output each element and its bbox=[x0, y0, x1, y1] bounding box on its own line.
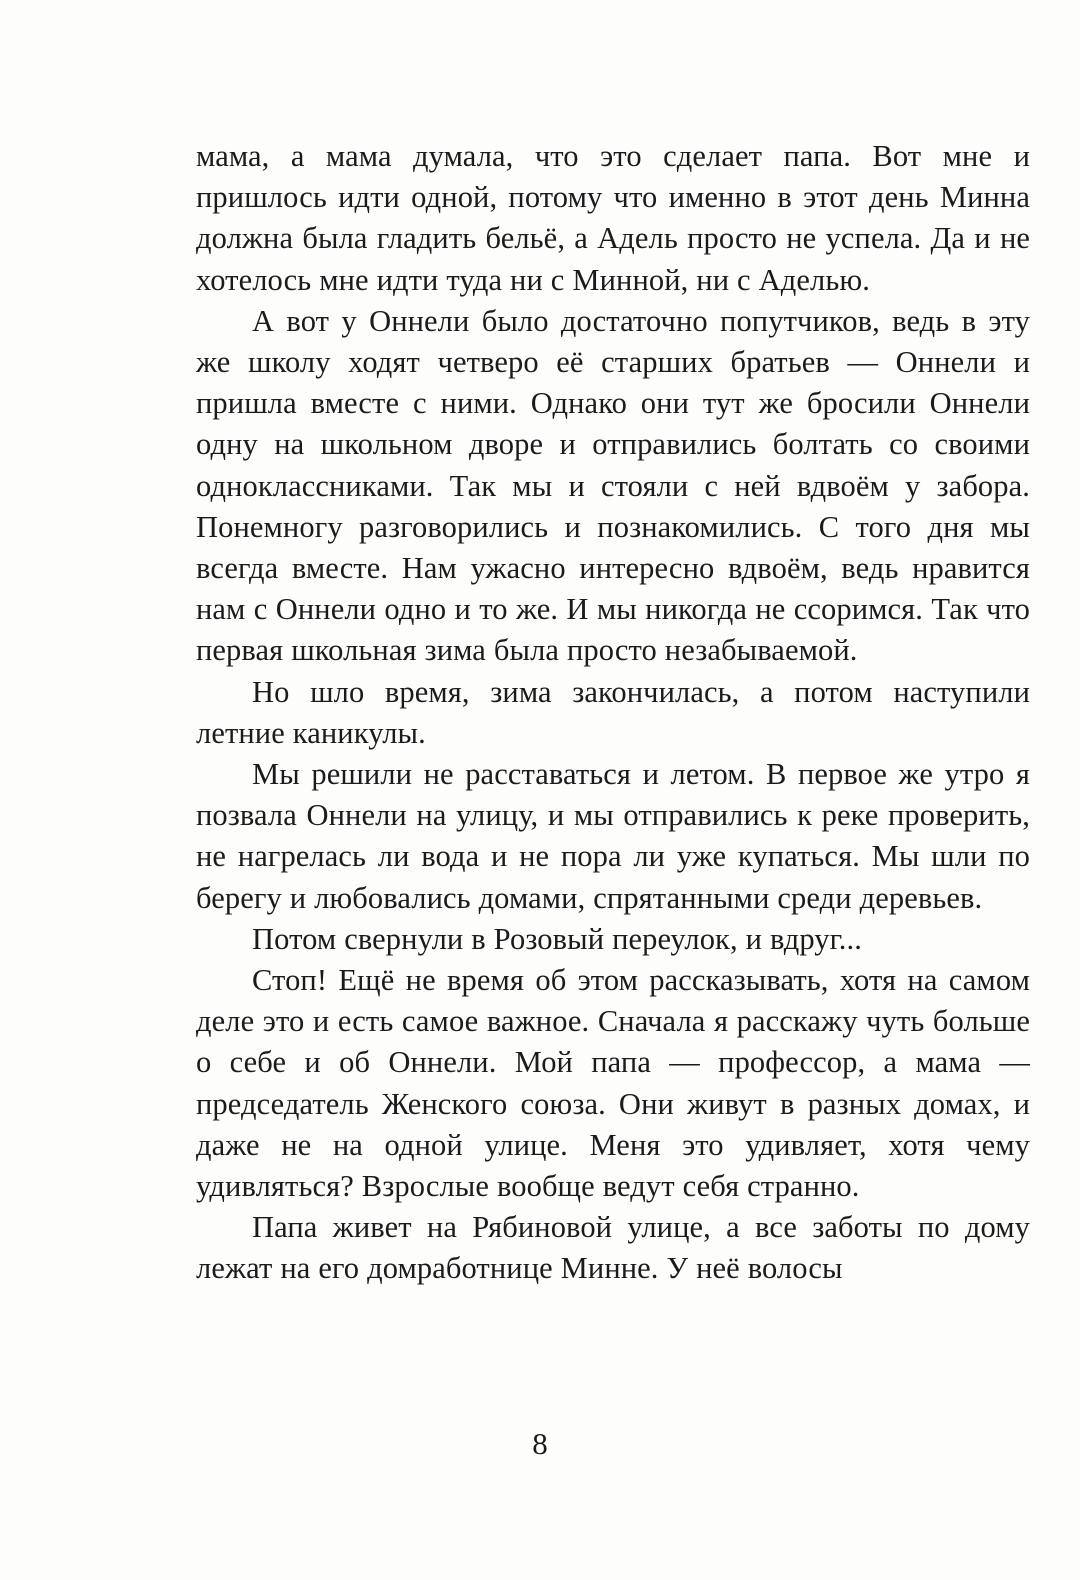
paragraph-2: А вот у Оннели было достаточно попутчиков, ведь в эту же школу ходят четверо её старших братьев — Оннели и пришла вместе с ними. Однако они тут же бросили Оннели одну на школьном дворе и отправились болтать со своими одноклассниками. Так мы и стояли с ней вдвоём у забора. Понемногу разговорились и познакомились. С того дня мы всегда вместе. Нам ужасно интересно вдвоём, ведь нравится нам с Оннели одно и то же. И мы никогда не ссоримся. Так что первая школьная зима была просто незабываемой. bbox=[196, 303, 1030, 668]
paragraph-7: Папа живет на Рябиновой улице, а все заботы по дому лежат на его домработнице Минне. У неё волосы bbox=[196, 1210, 1030, 1286]
paragraph-3: Но шло время, зима закончилась, а потом наступили летние каникулы. bbox=[196, 674, 1030, 750]
paragraph-5: Потом свернули в Розовый переулок, и вдруг... bbox=[252, 921, 862, 956]
paragraph-4: Мы решили не расставаться и летом. В первое же утро я позвала Оннели на улицу, и мы отправились к реке проверить, не нагрелась ли вода и не пора ли уже купаться. Мы шли по берегу и любовались домами, спрятанными среди деревьев. bbox=[196, 757, 1030, 915]
paragraph-1: мама, а мама думала, что это сделает папа. Вот мне и пришлось идти одной, потому что именно в этот день Минна должна была гладить бельё, а Адель просто не успела. Да и не хотелось мне идти туда ни с Минной, ни с Аделью. bbox=[196, 139, 1030, 297]
page-number: 8 bbox=[532, 1426, 548, 1461]
paragraph-6: Стоп! Ещё не время об этом рассказывать, хотя на самом деле это и есть самое важное. Сначала я расскажу чуть больше о себе и об Оннели. Мой папа — профессор, а мама — председатель Женского союза. Они живут в разных домах, и даже не на одной улице. Меня это удивляет, хотя чему удивляться? Взрослые вообще ведут себя странно. bbox=[196, 963, 1030, 1204]
page-text-block bbox=[196, 136, 1030, 1290]
